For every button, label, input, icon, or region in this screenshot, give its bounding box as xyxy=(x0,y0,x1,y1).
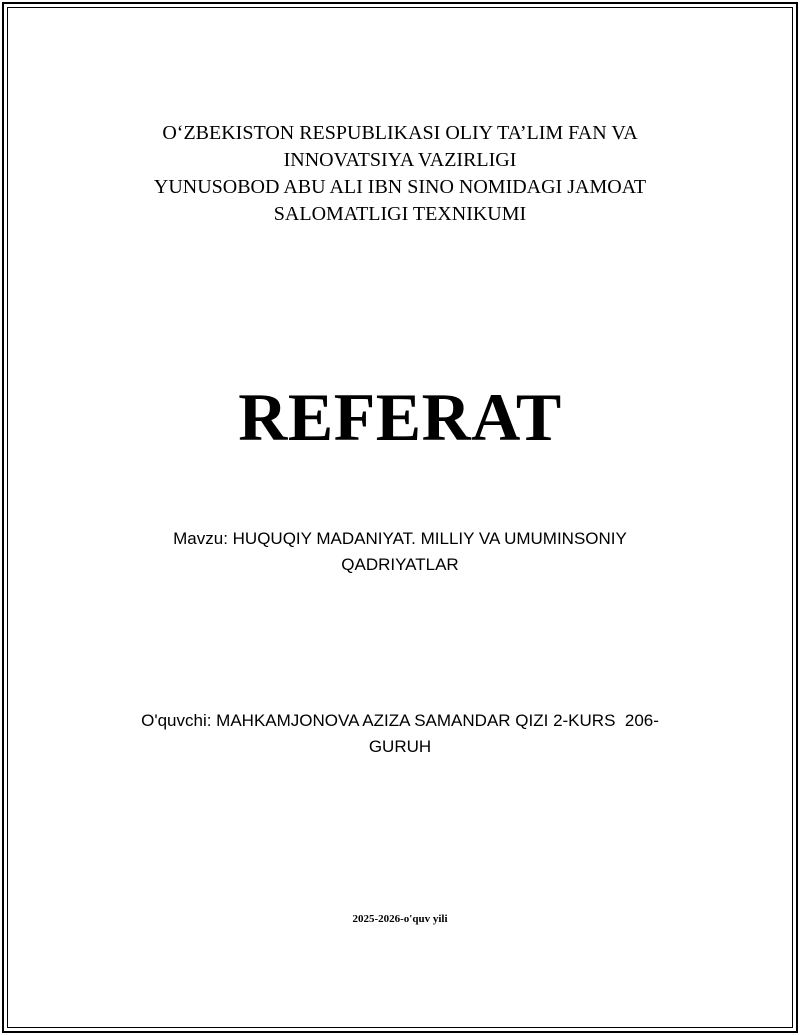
document-title: REFERAT xyxy=(238,379,562,455)
header-line-1: O‘ZBEKISTON RESPUBLIKASI OLIY TA’LIM FAN VA xyxy=(162,122,638,144)
topic-block xyxy=(0,526,800,578)
academic-year: 2025-2026-o'quv yili xyxy=(352,913,448,925)
institution-header xyxy=(0,120,800,228)
student-line-1: O'quvchi: MAHKAMJONOVA AZIZA SAMANDAR QIZI 2-KURS 206- xyxy=(141,711,659,730)
header-line-2: INNOVATSIYA VAZIRLIGI xyxy=(283,149,517,171)
topic-line-1: Mavzu: HUQUQIY MADANIYAT. MILLIY VA UMUMINSONIY xyxy=(173,529,627,548)
student-block xyxy=(0,708,800,760)
header-line-3: YUNUSOBOD ABU ALI IBN SINO NOMIDAGI JAMOAT xyxy=(153,176,647,198)
student-line-2: GURUH xyxy=(368,737,432,756)
header-line-4: SALOMATLIGI TEXNIKUMI xyxy=(273,203,527,225)
topic-line-2: QADRIYATLAR xyxy=(341,555,459,574)
